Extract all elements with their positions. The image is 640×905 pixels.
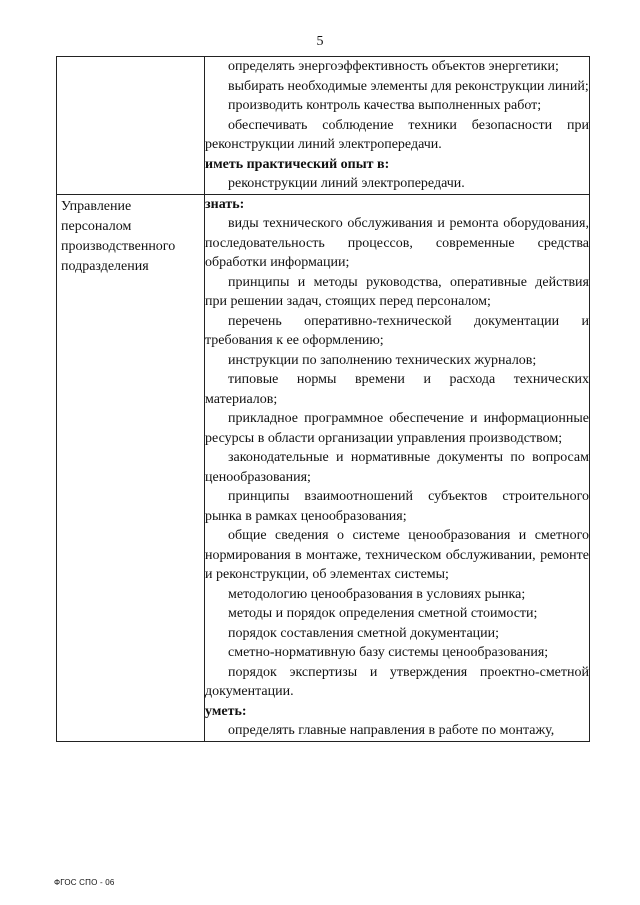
list-item: выбирать необходимые элементы для реконструкции линий; (228, 78, 589, 94)
list-item: методологию ценообразования в условиях рынка; (228, 586, 526, 602)
page-number: 5 (316, 34, 324, 49)
list-item: производить контроль качества выполненных работ; (228, 98, 542, 113)
list-item: принципы и методы руководства, оперативные действия при решении задач, стоящих перед персоналом; (205, 274, 589, 309)
competency-table (56, 56, 590, 742)
section-title-line: производственного (61, 238, 176, 254)
left-cell (57, 57, 205, 195)
list-item: методы и порядок определения сметной стоимости; (228, 606, 538, 621)
list-item: определять энергоэффективность объектов энергетики; (228, 59, 559, 74)
list-item: обеспечивать соблюдение техники безопасности при реконструкции линий электропередачи. (205, 117, 589, 152)
list-item: определять главные направления в работе по монтажу, (228, 723, 555, 738)
table-row (57, 57, 590, 195)
right-cell (205, 57, 590, 195)
list-item: реконструкции линий электропередачи. (228, 176, 465, 191)
list-item: общие сведения о системе ценообразования и сметного нормирования в монтаже, техническом обслуживании, ремонте и реконструкции, об элементах системы; (205, 528, 589, 582)
section-title-line: подразделения (61, 258, 149, 274)
list-item: законодательные и нормативные документы по вопросам ценообразования; (205, 450, 589, 485)
table-row (57, 194, 590, 741)
footer-label: ФГОС СПО - 06 (54, 878, 115, 887)
list-item: перечень оперативно-технической документации и требования к ее оформлению; (205, 313, 589, 348)
list-item: порядок составления сметной документации; (228, 625, 500, 641)
requirements-list (205, 195, 589, 741)
list-item: принципы взаимоотношений субъектов строительного рынка в рамках ценообразования; (205, 489, 589, 524)
list-item: виды технического обслуживания и ремонта оборудования, последовательность процессов, современные средства обработки информации; (205, 216, 589, 270)
section-title-line: Управление (61, 198, 132, 214)
section-title (57, 195, 204, 277)
list-item: сметно-нормативную базу системы ценообразования; (228, 645, 549, 660)
right-cell (205, 194, 590, 741)
section-title-line: персоналом (61, 218, 132, 234)
section-heading: знать: (205, 196, 245, 212)
list-item: инструкции по заполнению технических журналов; (228, 352, 537, 368)
section-heading: иметь практический опыт в: (205, 156, 390, 172)
list-item: типовые нормы времени и расхода технических материалов; (205, 372, 589, 407)
left-cell (57, 194, 205, 741)
list-item: порядок экспертизы и утверждения проектно-сметной документации. (205, 664, 589, 699)
requirements-list (205, 57, 589, 194)
section-heading: уметь: (205, 703, 247, 719)
list-item: прикладное программное обеспечение и информационные ресурсы в области организации управления производством; (205, 411, 589, 446)
